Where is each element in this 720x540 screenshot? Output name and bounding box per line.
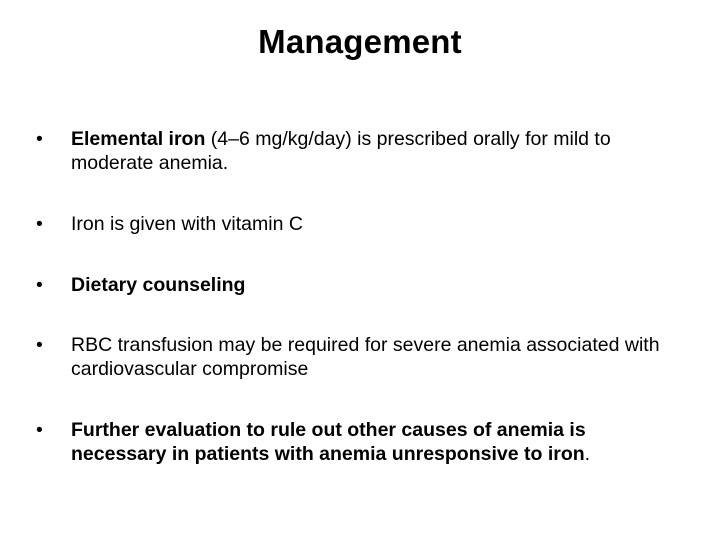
bullet-item bbox=[36, 418, 676, 466]
bullet-icon: • bbox=[36, 419, 43, 441]
bullet-icon: • bbox=[36, 128, 43, 150]
bullet-item bbox=[36, 127, 676, 175]
bullet-icon: • bbox=[36, 274, 43, 296]
bullet-emphasis: Elemental iron bbox=[71, 128, 206, 150]
bullet-emphasis: Dietary counseling bbox=[71, 274, 246, 296]
bullet-emphasis: Further evaluation to rule out other causes of anemia is necessary in patients with anemia unresponsive to iron bbox=[71, 419, 586, 465]
bullet-icon: • bbox=[36, 334, 43, 356]
bullet-text: Iron is given with vitamin C bbox=[71, 213, 303, 235]
bullet-item bbox=[36, 212, 303, 236]
bullet-text: RBC transfusion may be required for severe anemia associated with cardiovascular compromise bbox=[71, 334, 660, 380]
bullet-item bbox=[36, 273, 245, 297]
slide-title: Management bbox=[258, 23, 462, 60]
bullet-text: (4–6 mg/kg/day) is prescribed orally for mild to moderate anemia. bbox=[71, 128, 611, 174]
bullet-item bbox=[36, 333, 676, 381]
bullet-text: . bbox=[584, 443, 591, 465]
bullet-icon: • bbox=[36, 213, 43, 235]
